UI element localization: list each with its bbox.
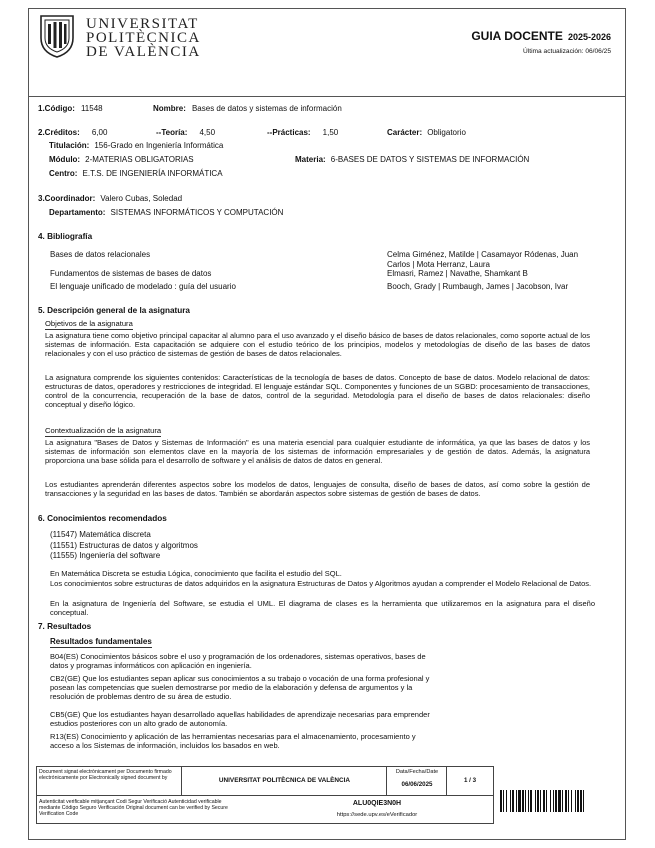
doc-year: 2025-2026 — [567, 32, 611, 42]
university-shield-icon — [38, 14, 76, 58]
conocimientos-list — [50, 530, 198, 562]
bibliografia-heading: 4. Bibliografía — [38, 232, 93, 241]
list-item: (11555) Ingeniería del software — [50, 551, 161, 560]
departamento-label: Departamento: — [49, 208, 106, 217]
section-3: 3.Coordinador: Valero Cubas, Soledad — [38, 194, 183, 203]
section-2: 2.Créditos: 6,00 — [38, 128, 108, 137]
biblio-authors-3: Booch, Grady | Rumbaugh, James | Jacobson, Ivar — [387, 282, 569, 291]
objetivos-paragraph-2: La asignatura comprende los siguientes contenidos: Características de la tecnología de bases de datos. Concepto de base de datos. Modelo relacional de datos: estructuras de datos, operadores y restricciones de integridad. El lenguaje estándar SQL. Componentes y funciones de un SGBD: procesamiento de transacciones, control de la concurrencia, recuperación de la base de datos, control de la seguridad. Metodología para el diseño de bases de datos relacionales: diseño conceptual y diseño lógico. — [45, 373, 590, 409]
contexto-subheading: Contextualización de la asignatura — [45, 426, 162, 435]
signature-date: 06/06/2025 — [401, 781, 433, 788]
caracter-value: Obligatorio — [427, 128, 466, 137]
resultado-item-2: CB2(GE) Que los estudiantes sepan aplicar sus conocimientos a su trabajo o vocación de una forma profesional y posean las competencias que suelen demostrarse por medio de la elaboración y defensa de argumentos y la resolución de problemas dentro de su área de estudio. — [50, 674, 430, 701]
verification-link[interactable]: https://sede.upv.es/eVerificador — [336, 812, 418, 818]
logo-line-3: DE VALÈNCIA — [86, 44, 201, 60]
conocimientos-paragraph-3: En la asignatura de Ingeniería del Software, se estudia el UML. El diagrama de clases es la herramienta que utilizaremos en la asignatura para el diseño conceptual. — [50, 599, 595, 617]
date-label: Data/Fecha/Date — [395, 769, 439, 775]
materia-value: 6-BASES DE DATOS Y SISTEMAS DE INFORMACIÓN — [330, 155, 530, 164]
page-number: 1 / 3 — [463, 777, 477, 784]
conocimientos-heading: 6. Conocimientos recomendados — [38, 514, 167, 523]
biblio-title-2: Fundamentos de sistemas de bases de datos — [50, 269, 212, 278]
titulacion-value: 156-Grado en Ingeniería Informática — [94, 141, 224, 150]
codigo-label: Código: — [44, 104, 75, 113]
biblio-authors-1: Celma Giménez, Matilde | Casamayor Ródenas, Juan Carlos | Mota Herranz, Laura — [387, 250, 579, 269]
list-item: (11551) Estructuras de datos y algoritmos — [50, 540, 198, 550]
coordinador-value: Valero Cubas, Soledad — [100, 194, 183, 203]
contexto-paragraph-2: Los estudiantes aprenderán diferentes aspectos sobre los modelos de datos, lenguajes de consulta, diseño de bases de datos, así como sobre la gestión de transacciones y la seguridad en las bases de datos. También se abordarán aspectos sobre sistemas de gestión de bases de datos. — [45, 480, 590, 498]
modulo-value: 2-MATERIAS OBLIGATORIAS — [85, 155, 194, 164]
biblio-authors-2: Elmasri, Ramez | Navathe, Shamkant B — [387, 269, 528, 278]
nombre-label: Nombre: — [153, 104, 186, 113]
biblio-title-3: El lenguaje unificado de modelado : guía del usuario — [50, 282, 236, 291]
objetivos-paragraph-1: La asignatura tiene como objetivo principal capacitar al alumno para el uso avanzado y el diseño básico de bases de datos relacionales, como soporte actual de los sistemas de información. Esta capacitación se adquiere con el estudio teórico de los principios, modelos y metodologías de diseño de las bases de datos relacionales y con el uso práctico de sistemas de gestión de bases de datos relacionales. — [45, 331, 590, 358]
practicas-label: --Prácticas: — [267, 128, 311, 137]
conocimientos-paragraph-1: En Matemática Discreta se estudia Lógica, conocimiento que facilita el estudio del SQL. — [50, 569, 342, 578]
centro-value: E.T.S. DE INGENIERÍA INFORMÁTICA — [82, 169, 223, 178]
logo-line-1: UNIVERSITAT — [86, 16, 199, 32]
barcode-icon — [500, 790, 616, 812]
csv-code: ALU0QIE3N0H — [352, 800, 402, 807]
coordinador-label: Coordinador: — [44, 194, 96, 203]
verification-text: Autenticitat verificable mitjançant Codi Segur Verificació Autenticidad verificable mediante Código Seguro Verificación Original document can be verified by Secure Verification Code — [39, 799, 228, 817]
resultados-heading: 7. Resultados — [38, 622, 92, 631]
teoria-label: --Teoría: — [156, 128, 188, 137]
header-divider — [28, 96, 626, 97]
teoria-value: 4,50 — [199, 128, 216, 137]
modulo-label: Módulo: — [49, 155, 81, 164]
caracter-label: Carácter: — [387, 128, 423, 137]
materia-label: Materia: — [295, 155, 326, 164]
objetivos-subheading: Objetivos de la asignatura — [45, 319, 133, 328]
doc-title-block — [471, 29, 611, 43]
university-logo-text — [86, 17, 201, 59]
footer-university: UNIVERSITAT POLITÈCNICA DE VALÈNCIA — [218, 777, 351, 784]
last-updated: Última actualización: 06/06/25 — [523, 48, 611, 55]
conocimientos-paragraph-2: Los conocimientos sobre estructuras de datos adquiridos en la asignatura Estructuras de Datos y Algoritmos ayudan a comprender el Modelo Relacional de Datos. — [50, 579, 592, 588]
resultado-item-3: CB5(GE) Que los estudiantes hayan desarrollado aquellas habilidades de aprendizaje necesarias para emprender estudios posteriores con un alto grado de autonomía. — [50, 710, 430, 728]
doc-title: GUIA DOCENTE — [471, 29, 563, 43]
signature-footer — [36, 766, 494, 824]
list-item: (11547) Matemática discreta — [50, 530, 151, 539]
resultado-item-1: B04(ES) Conocimientos básicos sobre el uso y programación de los ordenadores, sistemas operativos, bases de datos y programas informáticos con aplicación en ingeniería. — [50, 652, 426, 670]
section-1: 1.Código: 11548 — [38, 104, 103, 113]
practicas-value: 1,50 — [322, 128, 339, 137]
creditos-value: 6,00 — [91, 128, 108, 137]
titulacion-label: Titulación: — [49, 141, 90, 150]
creditos-label: Créditos: — [44, 128, 80, 137]
contexto-paragraph-1: La asignatura "Bases de Datos y Sistemas de Información" es una materia esencial para cualquier estudiante de informática, ya que las bases de datos y los sistemas de información son elementos clave en la mayoría de los sistemas de información empresariales y de gestión de datos. Además, la asignatura proporciona una base sólida para el desarrollo de software y el análisis de datos de datos en general. — [45, 438, 590, 465]
departamento-value: SISTEMAS INFORMÁTICOS Y COMPUTACIÓN — [110, 208, 284, 217]
centro-label: Centro: — [49, 169, 78, 178]
nombre-value: Bases de datos y sistemas de información — [191, 104, 342, 113]
biblio-title-1: Bases de datos relacionales — [50, 250, 151, 259]
resultados-subheading: Resultados fundamentales — [50, 637, 152, 648]
signed-by-text: Document signat electrònicament per Documento firmado electrónicamente por Electronically signed document by — [39, 769, 172, 781]
resultado-item-4: R13(ES) Conocimiento y aplicación de las herramientas necesarias para el almacenamiento, procesamiento y acceso a los Sistemas de información, incluidos los basados en web. — [50, 732, 416, 750]
logo-line-2: POLITÈCNICA — [86, 30, 201, 46]
codigo-value: 11548 — [80, 104, 103, 113]
descripcion-heading: 5. Descripción general de la asignatura — [38, 306, 190, 315]
